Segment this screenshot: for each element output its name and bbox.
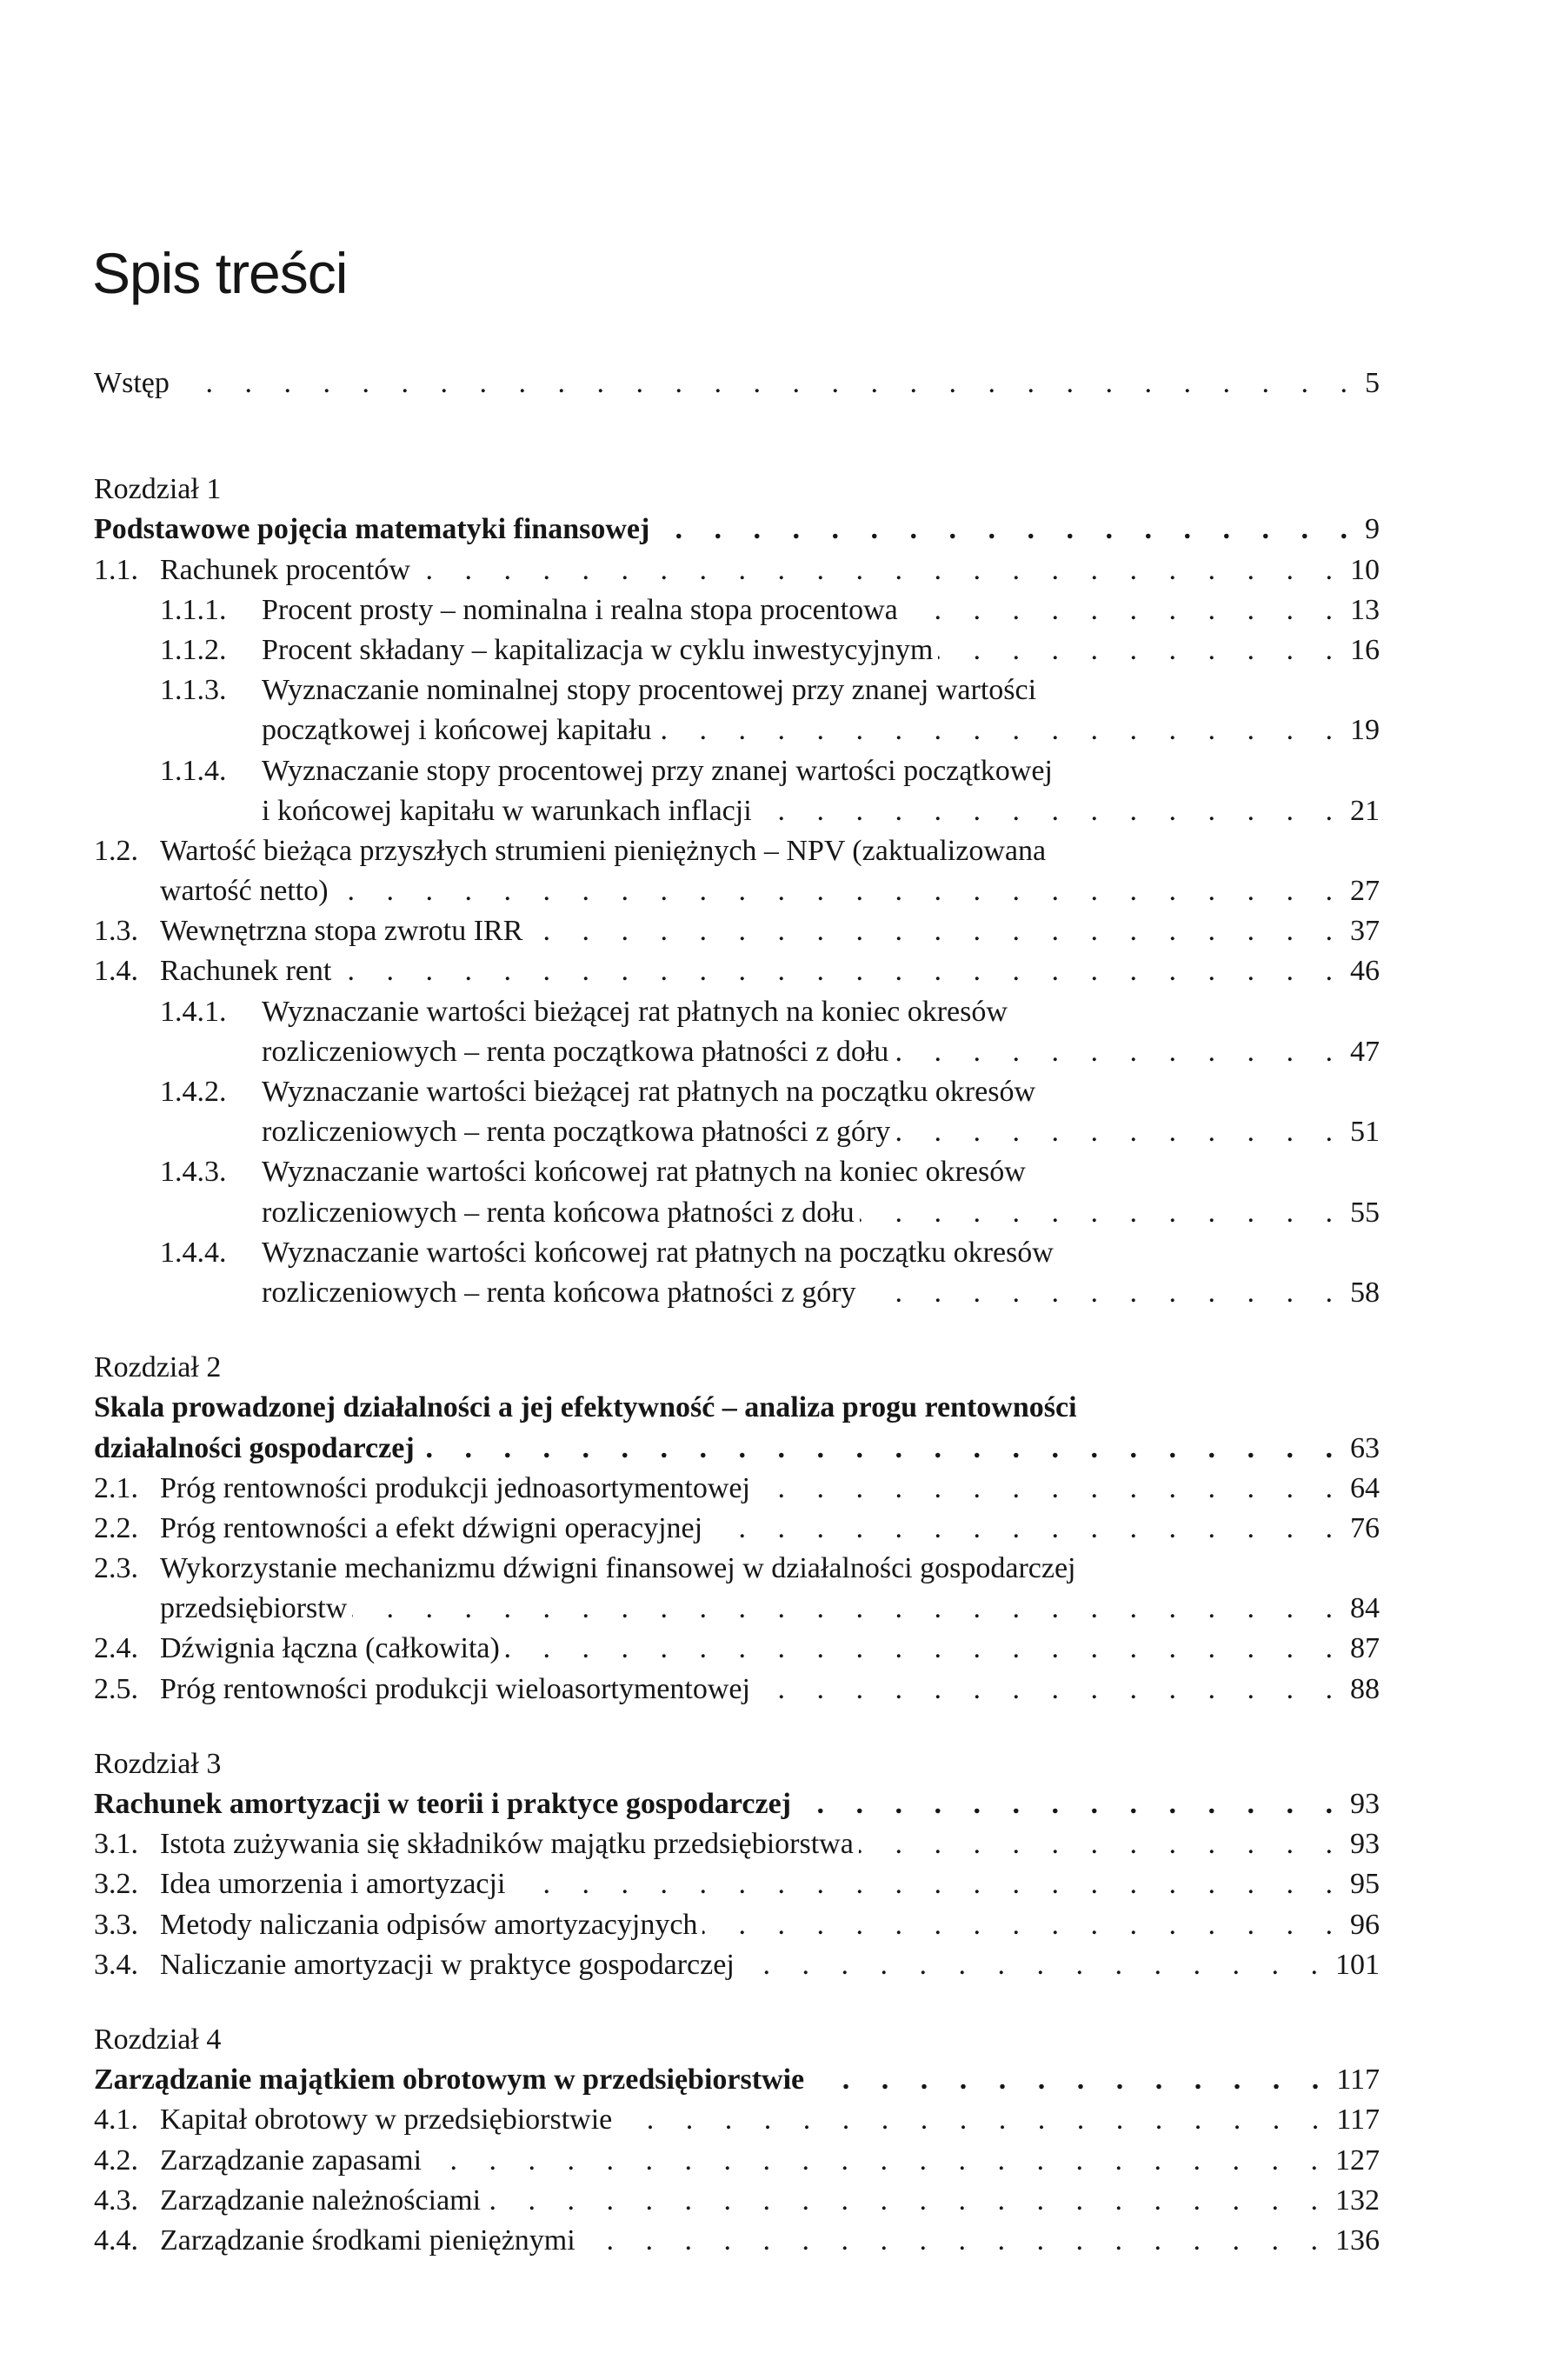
section-number: 2.4.	[94, 1632, 138, 1665]
page-number: 96	[1350, 1908, 1380, 1941]
toc-entry-text: rozliczeniowych – renta początkowa płatności z dołu	[262, 1035, 889, 1068]
dot-leader	[708, 1509, 1345, 1549]
dot-leader	[486, 2181, 1330, 2221]
page-number: 47	[1350, 1035, 1380, 1068]
toc-entry-text: Dźwignia łączna (całkowita)	[160, 1632, 500, 1665]
dot-leader	[755, 1670, 1345, 1710]
section-number: 1.4.4.	[160, 1236, 227, 1269]
section-number: 1.4.3.	[160, 1156, 227, 1189]
section-number: 2.5.	[94, 1672, 138, 1705]
toc-entry-text: Zarządzanie zapasami	[160, 2143, 423, 2177]
toc-entry-text: Podstawowe pojęcia matematyki finansowej	[94, 513, 650, 546]
dot-leader	[334, 871, 1345, 911]
toc-entry-text: Zarządzanie środkami pieniężnymi	[160, 2223, 576, 2257]
toc-entry	[94, 1469, 1380, 1509]
toc-entry	[94, 1388, 1380, 1468]
dot-leader	[894, 1032, 1345, 1072]
toc-entry	[94, 1152, 1380, 1232]
toc-entry-text: Wyznaczanie wartości końcowej rat płatnych na początku okresów	[262, 1236, 1054, 1269]
page-number: 76	[1350, 1511, 1380, 1544]
toc-entry	[94, 751, 1380, 831]
toc-entry	[94, 911, 1380, 951]
chapter-section	[94, 1744, 1380, 1985]
page-number: 58	[1350, 1276, 1380, 1309]
chapters	[94, 470, 1380, 2261]
page-number: 19	[1350, 714, 1380, 747]
toc-entry	[94, 1509, 1380, 1549]
toc-entry-text: Wewnętrzna stopa zwrotu IRR	[160, 915, 523, 948]
page-number: 117	[1336, 2103, 1380, 2137]
dot-leader	[796, 1784, 1345, 1824]
section-number: 1.4.2.	[160, 1076, 227, 1108]
table-of-contents	[94, 363, 1380, 2261]
section-number: 1.1.2.	[160, 633, 227, 666]
toc-entry-text: rozliczeniowych – renta początkowa płatności z góry	[262, 1116, 891, 1149]
toc-entry-intro	[94, 363, 1380, 403]
page-number: 95	[1350, 1868, 1380, 1901]
dot-leader	[895, 1112, 1345, 1152]
section-number: 2.1.	[94, 1471, 138, 1504]
section-number: 1.4.	[94, 955, 138, 988]
section-number: 3.4.	[94, 1948, 138, 1981]
toc-entry	[94, 2141, 1380, 2181]
dot-leader	[505, 1629, 1345, 1669]
toc-entry-text: przedsiębiorstw	[160, 1592, 348, 1625]
toc-entry-text: Wyznaczanie wartości bieżącej rat płatnych na początku okresów	[262, 1076, 1036, 1108]
toc-entry	[94, 2060, 1380, 2100]
toc-entry-text: Wyznaczanie wartości bieżącej rat płatnych na koniec okresów	[262, 995, 1008, 1028]
toc-entry	[94, 670, 1380, 750]
toc-entry-text: Próg rentowności produkcji jednoasortymentowej	[160, 1471, 750, 1504]
toc-entry-text: Wyznaczanie stopy procentowej przy znanej wartości początkowej	[262, 754, 1053, 787]
page-number: 87	[1350, 1632, 1380, 1665]
page-number: 9	[1365, 513, 1380, 546]
page-number: 132	[1335, 2183, 1380, 2217]
page-number: 10	[1350, 553, 1380, 586]
toc-entry-text: wartość netto)	[160, 875, 329, 908]
dot-leader	[757, 791, 1345, 831]
section-number: 4.4.	[94, 2223, 138, 2257]
toc-entry-text: Naliczanie amortyzacji w praktyce gospodarczej	[160, 1948, 735, 1981]
dot-leader	[581, 2221, 1330, 2261]
dot-leader	[860, 1193, 1345, 1233]
page-number: 55	[1350, 1196, 1380, 1229]
dot-leader	[416, 550, 1345, 590]
dot-leader	[617, 2100, 1331, 2140]
toc-entry-text: Metody naliczania odpisów amortyzacyjnych	[160, 1908, 698, 1941]
toc-entry	[94, 1905, 1380, 1945]
dot-leader	[510, 1864, 1345, 1904]
toc-entry-text: Procent prosty – nominalna i realna stopa procentowa	[262, 593, 898, 626]
dot-leader	[903, 590, 1345, 630]
page-number: 93	[1350, 1828, 1380, 1861]
toc-entry-text: Próg rentowności a efekt dźwigni operacyjnej	[160, 1511, 703, 1544]
toc-entry	[94, 831, 1380, 911]
section-number: 4.3.	[94, 2183, 138, 2217]
toc-entry	[94, 1233, 1380, 1313]
toc-entry	[94, 1824, 1380, 1864]
dot-leader	[702, 1905, 1345, 1945]
section-number: 3.3.	[94, 1908, 138, 1941]
toc-entry-text: Rachunek amortyzacji w teorii i praktyce gospodarczej	[94, 1788, 791, 1820]
toc-entry-text: Zarządzanie należnościami	[160, 2183, 482, 2217]
toc-entry	[94, 630, 1380, 670]
toc-entry-text: rozliczeniowych – renta końcowa płatności z góry	[262, 1276, 856, 1309]
chapter-label: Rozdział 1	[94, 473, 222, 506]
toc-entry	[94, 1072, 1380, 1152]
dot-leader	[336, 951, 1345, 991]
dot-leader	[175, 363, 1360, 403]
chapter-section	[94, 2020, 1380, 2261]
section-number: 1.3.	[94, 915, 138, 948]
toc-entry-text: Wartość bieżąca przyszłych strumieni pieniężnych – NPV (zaktualizowana	[160, 834, 1047, 867]
page-number: 27	[1350, 875, 1380, 908]
section-number: 1.1.3.	[160, 674, 227, 707]
page-number: 21	[1350, 794, 1380, 827]
toc-entry	[94, 1670, 1380, 1710]
chapter-section	[94, 470, 1380, 1313]
dot-leader	[655, 510, 1360, 550]
section-number: 1.1.1.	[160, 593, 227, 626]
toc-entry-text: Próg rentowności produkcji wieloasortymentowej	[160, 1672, 750, 1705]
chapter-section	[94, 1348, 1380, 1710]
page-title: Spis treści	[92, 241, 348, 306]
page-number: 13	[1350, 593, 1380, 626]
section-number: 4.1.	[94, 2103, 138, 2137]
page-number: 5	[1365, 367, 1380, 399]
toc-entry-text: Rachunek procentów	[160, 553, 410, 586]
toc-entry	[94, 1629, 1380, 1669]
dot-leader	[740, 1945, 1330, 1985]
page-number: 46	[1350, 955, 1380, 988]
toc-entry	[94, 1945, 1380, 1985]
page-number: 51	[1350, 1116, 1380, 1149]
toc-entry	[94, 550, 1380, 590]
dot-leader	[938, 630, 1345, 670]
toc-entry	[94, 1549, 1380, 1629]
toc-entry-text: Idea umorzenia i amortyzacji	[160, 1868, 506, 1901]
page-number: 64	[1350, 1471, 1380, 1504]
page-number: 136	[1335, 2223, 1380, 2257]
page-number: 117	[1336, 2063, 1380, 2097]
toc-entry	[94, 2181, 1380, 2221]
toc-entry-text: i końcowej kapitału w warunkach inflacji	[262, 794, 752, 827]
toc-entry-text: Skala prowadzonej działalności a jej efektywność – analiza progu rentowności	[94, 1391, 1077, 1424]
dot-leader	[859, 1824, 1345, 1864]
toc-entry-text: Kapitał obrotowy w przedsiębiorstwie	[160, 2103, 613, 2137]
dot-leader	[528, 911, 1345, 951]
toc-entry-text: działalności gospodarczej	[94, 1431, 415, 1464]
toc-entry	[94, 590, 1380, 630]
toc-entry-text: Wstęp	[94, 367, 170, 399]
section-number: 2.2.	[94, 1511, 138, 1544]
dot-leader	[755, 1469, 1345, 1509]
toc-entry	[94, 1864, 1380, 1904]
toc-entry-text: Istota zużywania się składników majątku przedsiębiorstwa	[160, 1828, 854, 1861]
dot-leader	[809, 2060, 1331, 2100]
dot-leader	[352, 1589, 1345, 1629]
toc-entry-text: Wyznaczanie wartości końcowej rat płatnych na koniec okresów	[262, 1156, 1026, 1189]
page-number: 16	[1350, 633, 1380, 666]
section-number: 4.2.	[94, 2143, 138, 2177]
toc-entry-text: początkowej i końcowej kapitału	[262, 714, 652, 747]
toc-entry-text: rozliczeniowych – renta końcowa płatności z dołu	[262, 1196, 855, 1229]
section-number: 2.3.	[94, 1552, 138, 1585]
chapter-label: Rozdział 3	[94, 1747, 222, 1780]
page-number: 101	[1335, 1948, 1380, 1981]
section-number: 1.2.	[94, 834, 138, 867]
toc-entry	[94, 2221, 1380, 2261]
dot-leader	[862, 1273, 1345, 1313]
chapter-label: Rozdział 2	[94, 1351, 222, 1384]
toc-entry-text: Rachunek rent	[160, 955, 332, 988]
toc-entry	[94, 992, 1380, 1072]
chapter-label: Rozdział 4	[94, 2023, 222, 2056]
section-number: 3.1.	[94, 1828, 138, 1861]
toc-entry	[94, 1784, 1380, 1824]
page-number: 127	[1335, 2143, 1380, 2177]
toc-entry-text: Procent składany – kapitalizacja w cyklu inwestycyjnym	[262, 633, 934, 666]
toc-entry-text: Zarządzanie majątkiem obrotowym w przedsiębiorstwie	[94, 2063, 805, 2097]
page-number: 37	[1350, 915, 1380, 948]
toc-entry	[94, 510, 1380, 550]
toc-entry-text: Wyznaczanie nominalnej stopy procentowej przy znanej wartości	[262, 674, 1037, 707]
toc-entry	[94, 2100, 1380, 2140]
toc-entry-text: Wykorzystanie mechanizmu dźwigni finansowej w działalności gospodarczej	[160, 1552, 1076, 1585]
section-number: 1.1.4.	[160, 754, 227, 787]
toc-entry	[94, 951, 1380, 991]
dot-leader	[656, 710, 1345, 750]
section-number: 3.2.	[94, 1868, 138, 1901]
page-number: 93	[1350, 1788, 1380, 1820]
section-number: 1.1.	[94, 553, 138, 586]
dot-leader	[420, 1429, 1345, 1469]
section-number: 1.4.1.	[160, 995, 227, 1028]
page-number: 63	[1350, 1431, 1380, 1464]
page-number: 88	[1350, 1672, 1380, 1705]
dot-leader	[427, 2141, 1330, 2181]
page-number: 84	[1350, 1592, 1380, 1625]
